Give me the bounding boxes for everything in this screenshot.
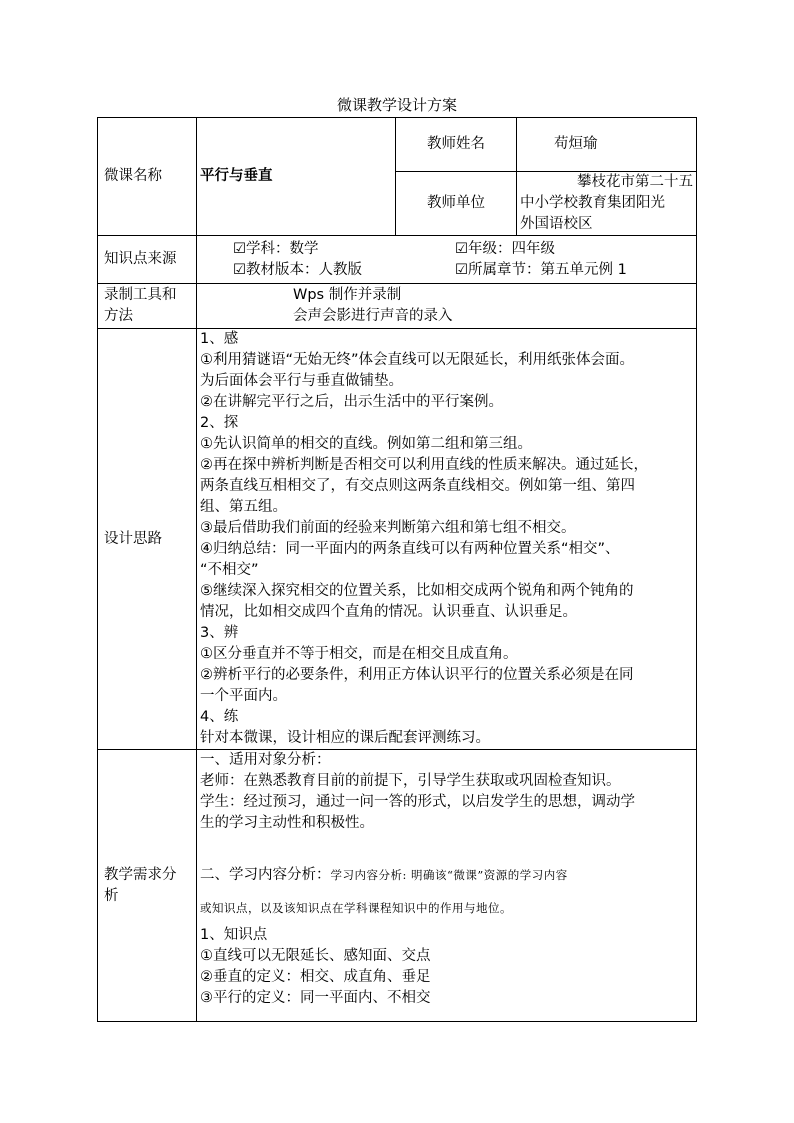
knowledge-line: ①直线可以无限延长、感知面、交点 [200, 948, 431, 964]
design-line: ④归纳总结：同一平面内的两条直线可以有两种位置关系“相交”、 [200, 541, 620, 557]
teacher-name: 苟烜瑜 [554, 136, 598, 152]
design-line: ②辨析平行的必要条件，利用正方体认识平行的位置关系必须是在同 [200, 667, 634, 683]
content-analysis-cont: 或知识点，以及该知识点在学科课程知识中的作用与地位。 [200, 901, 512, 915]
teacher-unit-line: 攀枝花市第二十五 [577, 174, 693, 190]
needs-label-cell [98, 750, 197, 1022]
design-line: ②再在探中辨析判断是否相交可以利用直线的性质来解决。通过延长， [200, 457, 648, 473]
design-line: ②在讲解完平行之后，出示生活中的平行案例。 [200, 394, 503, 410]
design-content-cell [197, 329, 697, 750]
row-design [98, 329, 697, 750]
design-line: ①区分垂直并不等于相交，而是在相交且成直角。 [200, 646, 518, 662]
needs-line: 老师：在熟悉教育目前的前提下，引导学生获取或巩固检查知识。 [200, 773, 621, 789]
course-name: 平行与垂直 [200, 168, 273, 184]
tools-value-cell [197, 284, 697, 329]
source-label: 知识点来源 [104, 251, 177, 267]
teacher-unit-line: 外国语校区 [520, 216, 593, 232]
knowledge-line: 1、知识点 [200, 927, 268, 943]
content-analysis-text: 学习内容分析: 明确该“微课”资源的学习内容 [330, 868, 568, 882]
needs-label-line: 析 [104, 887, 119, 904]
textbook-item: ☑教材版本：人教版 [233, 261, 362, 278]
knowledge-line: ③平行的定义：同一平面内、不相交 [200, 990, 431, 1006]
name-label: 微课名称 [104, 168, 162, 184]
design-label: 设计思路 [104, 530, 162, 547]
tools-label-line: 录制工具和 [104, 287, 177, 303]
design-line: ⑤继续深入探究相交的位置关系，比如相交成两个锐角和两个钝角的 [200, 583, 634, 599]
needs-content-cell [197, 750, 697, 1022]
teacher-unit-label: 教师单位 [427, 195, 485, 211]
tools-label-line: 方法 [104, 308, 133, 324]
content-analysis-heading: 二、学习内容分析： [200, 867, 331, 883]
content-analysis-line [200, 865, 693, 886]
design-line: 两条直线互相相交了，有交点则这两条直线相交。例如第一组、第四 [200, 478, 635, 494]
design-line: 一个平面内。 [200, 688, 287, 704]
teacher-unit-value-cell [517, 172, 697, 236]
grade-item: ☑年级：四年级 [455, 240, 555, 257]
document-title: 微课教学设计方案 [336, 96, 457, 114]
design-line: ③最后借助我们前面的经验来判断第六组和第七组不相交。 [200, 520, 576, 536]
design-line: 情况，比如相交成四个直角的情况。认识垂直、认识垂足。 [200, 604, 577, 620]
source-value-cell [197, 236, 697, 284]
knowledge-line: ②垂直的定义：相交、成直角、垂足 [200, 969, 431, 985]
teacher-name-value-cell [517, 118, 697, 172]
tool-line: 会声会影进行声音的录入 [293, 308, 453, 324]
name-value-cell [197, 118, 396, 236]
tool-line: Wps 制作并录制 [293, 287, 402, 303]
needs-line: 生的学习主动性和积极性。 [200, 815, 374, 831]
row-needs [98, 750, 697, 1022]
row-tools [98, 284, 697, 329]
plan-table [97, 117, 697, 1022]
design-line: 针对本微课，设计相应的课后配套评测练习。 [200, 730, 490, 746]
design-line: ①利用猜谜语“无始无终”体会直线可以无限延长，利用纸张体会面。 [200, 352, 635, 368]
row-source [98, 236, 697, 284]
design-line: 2、探 [200, 415, 239, 431]
source-label-cell [98, 236, 197, 284]
teacher-unit-line: 中小学校教育集团阳光 [520, 195, 665, 211]
row-teacher-name [98, 118, 697, 172]
chapter-item: ☑所属章节：第五单元例 1 [455, 261, 627, 278]
teacher-name-label-cell [396, 118, 517, 172]
design-line: 1、感 [200, 331, 239, 347]
design-line: “不相交” [200, 562, 259, 578]
teacher-name-label: 教师姓名 [427, 136, 485, 152]
design-line: 为后面体会平行与垂直做铺垫。 [200, 373, 403, 389]
design-line: 4、练 [200, 709, 239, 725]
name-label-cell [98, 118, 197, 236]
needs-label-line: 教学需求分 [104, 866, 177, 883]
teacher-unit-label-cell [396, 172, 517, 236]
needs-line: 一、适用对象分析： [200, 752, 331, 768]
tools-label-cell [98, 284, 197, 329]
design-line: ①先认识简单的相交的直线。例如第二组和第三组。 [200, 436, 532, 452]
design-line: 组、第五组。 [200, 499, 287, 515]
subject-item: ☑学科：数学 [233, 240, 319, 257]
design-line: 3、辨 [200, 625, 239, 641]
design-label-cell [98, 329, 197, 750]
needs-line: 学生：经过预习，通过一问一答的形式，以启发学生的思想，调动学 [200, 794, 635, 810]
